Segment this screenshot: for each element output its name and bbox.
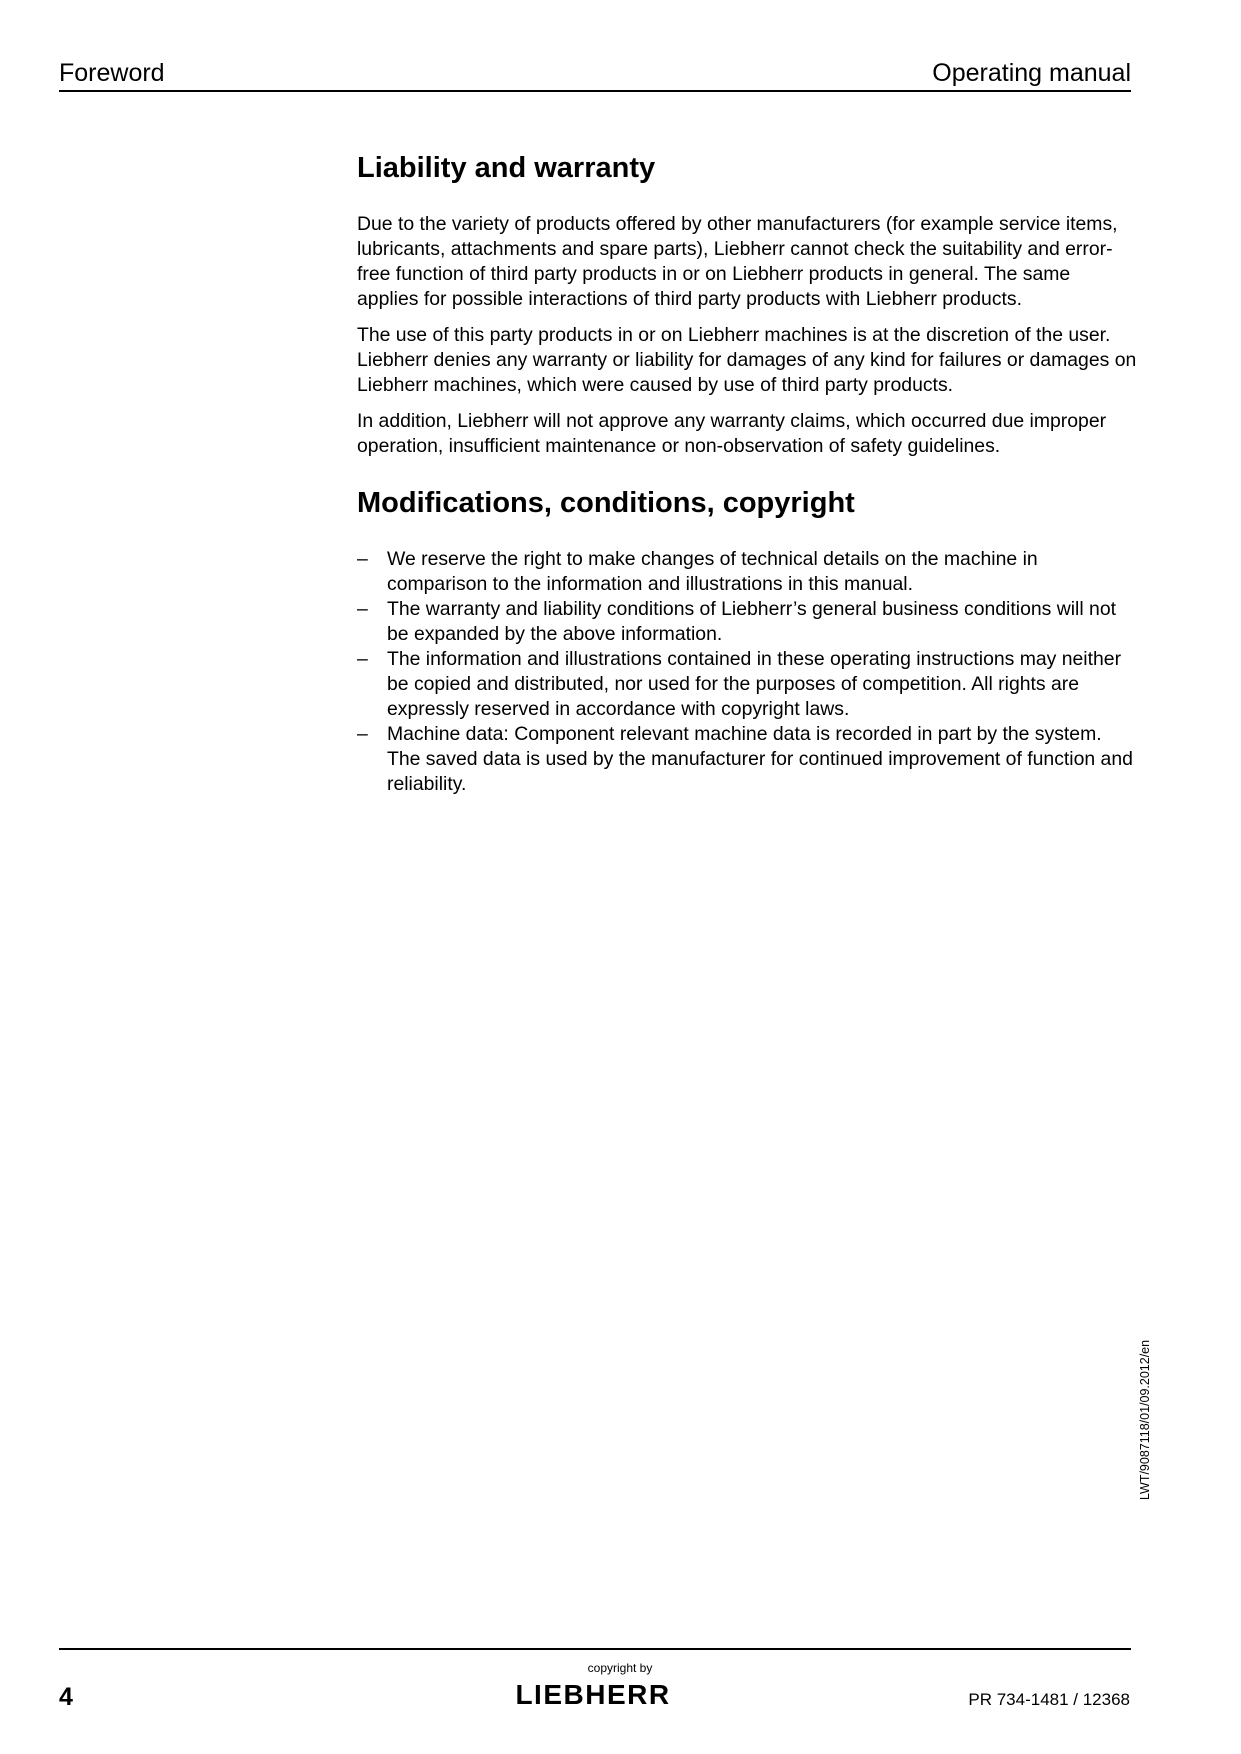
header-section: Foreword [59, 59, 165, 87]
dash-bullet: – [357, 723, 368, 745]
list-item [357, 647, 1137, 722]
side-document-code: LWT/9087118/01/09.2012/en [1138, 1339, 1152, 1500]
modifications-list [357, 547, 1137, 797]
list-item-text: Machine data: Component relevant machine data is recorded in part by the system. The saved data is used by the manufacturer for continued improvement of function and reliability. [387, 723, 1133, 795]
header-title: Operating manual [932, 59, 1131, 87]
list-item [357, 547, 1137, 597]
liebherr-logo [503, 1679, 683, 1709]
list-item-text: The warranty and liability conditions of Liebherr’s general business conditions will not be expanded by the above information. [387, 598, 1116, 645]
list-item [357, 722, 1137, 797]
dash-bullet: – [357, 598, 368, 620]
liability-paragraph: Due to the variety of products offered by other manufacturers (for example service items, lubricants, attachments and spare parts), Liebherr cannot check the suitability and error-free function of third party products in or on Liebherr products in general. The same applies for possible interactions of third party products with Liebherr products. [357, 213, 1118, 310]
dash-bullet: – [357, 548, 368, 570]
footer-divider [59, 1648, 1131, 1650]
page-header [59, 56, 1131, 92]
list-item [357, 597, 1137, 647]
list-item-text: We reserve the right to make changes of technical details on the machine in comparison to the information and illustrations in this manual. [387, 548, 1038, 595]
page-number: 4 [59, 1683, 73, 1711]
page-content [357, 148, 1137, 797]
modifications-heading: Modifications, conditions, copyright [357, 487, 855, 519]
copyright-label: copyright by [587, 1661, 653, 1675]
liability-paragraph: In addition, Liebherr will not approve any warranty claims, which occurred due improper operation, insufficient maintenance or non-observation of safety guidelines. [357, 410, 1107, 457]
liability-paragraph: The use of this party products in or on Liebherr machines is at the discretion of the user. Liebherr denies any warranty or liability for damages of any kind for failures or damages on Liebherr machines, which were caused by use of third party products. [357, 324, 1137, 396]
list-item-text: The information and illustrations contained in these operating instructions may neither be copied and distributed, nor used for the purposes of competition. All rights are expressly reserved in accordance with copyright laws. [387, 648, 1122, 720]
svg-text:LIEBHERR: LIEBHERR [515, 1679, 671, 1709]
dash-bullet: – [357, 648, 368, 670]
document-code: PR 734-1481 / 12368 [968, 1690, 1130, 1709]
liability-heading: Liability and warranty [357, 152, 656, 184]
